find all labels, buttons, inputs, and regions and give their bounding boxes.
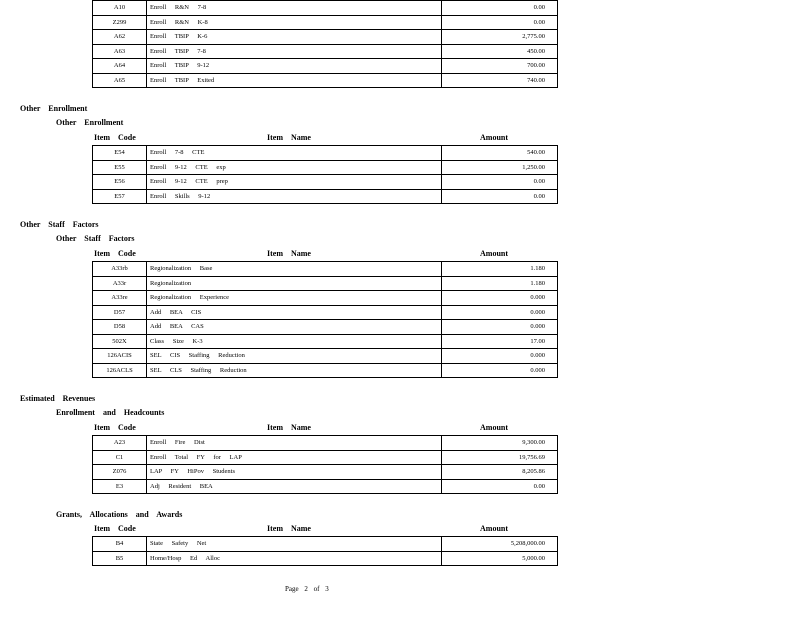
amount-cell: 5,208,000.00	[442, 537, 558, 552]
other-enrollment-table	[92, 145, 558, 204]
item-code-cell: A23	[93, 436, 147, 451]
item-code-cell: A33re	[93, 291, 147, 306]
column-header-amount: Amount	[480, 524, 509, 533]
table-row	[93, 436, 558, 451]
item-name-cell: State Safety Net	[147, 537, 442, 552]
item-name-cell: Enroll 7-8 CTE	[147, 146, 442, 161]
item-name-cell: Enroll R&N 7-8	[147, 1, 442, 16]
amount-cell: 2,775.00	[442, 30, 558, 45]
amount-cell: 19,756.69	[442, 450, 558, 465]
amount-cell: 17.00	[442, 334, 558, 349]
table-row	[93, 262, 558, 277]
table-row	[93, 15, 558, 30]
item-code-cell: 126ACIS	[93, 349, 147, 364]
item-name-cell: Enroll Skills 9-12	[147, 189, 442, 204]
table-row	[93, 363, 558, 378]
table-row	[93, 465, 558, 480]
column-header-item-name: Item Name	[267, 423, 311, 432]
amount-cell: 1.180	[442, 262, 558, 277]
section-title-other-enrollment: Other Enrollment	[20, 104, 88, 113]
item-name-cell: Regionalization	[147, 276, 442, 291]
subsection-title-other-staff-factors: Other Staff Factors	[56, 234, 135, 243]
item-name-cell: Home/Hosp Ed Alloc	[147, 551, 442, 566]
amount-cell: 540.00	[442, 146, 558, 161]
item-name-cell: Enroll TBIP 7-8	[147, 44, 442, 59]
table-row	[93, 479, 558, 494]
amount-cell: 700.00	[442, 59, 558, 74]
table-row	[93, 305, 558, 320]
table-row	[93, 30, 558, 45]
column-header-amount: Amount	[480, 423, 509, 432]
item-code-cell: A62	[93, 30, 147, 45]
section-title-other-staff-factors: Other Staff Factors	[20, 220, 99, 229]
table-row	[93, 175, 558, 190]
item-name-cell: Enroll Fire Dist	[147, 436, 442, 451]
item-code-cell: A65	[93, 73, 147, 88]
amount-cell: 1.180	[442, 276, 558, 291]
item-code-cell: E57	[93, 189, 147, 204]
grants-allocations-table	[92, 536, 558, 566]
column-header-item-name: Item Name	[267, 524, 311, 533]
subsection-title-enrollment-headcounts: Enrollment and Headcounts	[56, 408, 165, 417]
item-code-cell: B4	[93, 537, 147, 552]
enrollment-headcounts-table	[92, 435, 558, 494]
item-name-cell: Enroll TBIP Exited	[147, 73, 442, 88]
table-row	[93, 551, 558, 566]
amount-cell: 0.00	[442, 15, 558, 30]
amount-cell: 9,300.00	[442, 436, 558, 451]
subsection-title-other-enrollment: Other Enrollment	[56, 118, 124, 127]
item-code-cell: A63	[93, 44, 147, 59]
item-name-cell: Regionalization Experience	[147, 291, 442, 306]
amount-cell: 0.00	[442, 479, 558, 494]
table-row	[93, 160, 558, 175]
table-row	[93, 44, 558, 59]
table-row	[93, 450, 558, 465]
page-number: Page 2 of 3	[285, 585, 329, 593]
item-name-cell: Class Size K-3	[147, 334, 442, 349]
top-table	[92, 0, 558, 88]
item-name-cell: Add BEA CAS	[147, 320, 442, 335]
amount-cell: 0.00	[442, 175, 558, 190]
table-row	[93, 146, 558, 161]
column-header-item-code: Item Code	[94, 249, 136, 258]
amount-cell: 5,000.00	[442, 551, 558, 566]
amount-cell: 0.000	[442, 363, 558, 378]
amount-cell: 0.000	[442, 349, 558, 364]
item-name-cell: Enroll TBIP 9-12	[147, 59, 442, 74]
column-header-item-code: Item Code	[94, 423, 136, 432]
item-code-cell: E3	[93, 479, 147, 494]
table-row	[93, 334, 558, 349]
item-code-cell: A10	[93, 1, 147, 16]
column-header-amount: Amount	[480, 133, 509, 142]
table-row	[93, 1, 558, 16]
item-name-cell: Enroll 9-12 CTE prep	[147, 175, 442, 190]
item-name-cell: SEL CLS Staffing Reduction	[147, 363, 442, 378]
item-name-cell: Enroll R&N K-8	[147, 15, 442, 30]
amount-cell: 0.00	[442, 1, 558, 16]
table-row	[93, 349, 558, 364]
item-name-cell: Enroll Total FY for LAP	[147, 450, 442, 465]
item-name-cell: LAP FY HiPov Students	[147, 465, 442, 480]
table-row	[93, 537, 558, 552]
item-code-cell: E54	[93, 146, 147, 161]
item-code-cell: B5	[93, 551, 147, 566]
item-code-cell: A33rb	[93, 262, 147, 277]
item-code-cell: D57	[93, 305, 147, 320]
item-name-cell: SEL CIS Staffing Reduction	[147, 349, 442, 364]
column-header-item-name: Item Name	[267, 249, 311, 258]
item-name-cell: Add BEA CIS	[147, 305, 442, 320]
table-row	[93, 59, 558, 74]
amount-cell: 8,205.86	[442, 465, 558, 480]
item-name-cell: Adj Resident BEA	[147, 479, 442, 494]
item-code-cell: 126ACLS	[93, 363, 147, 378]
amount-cell: 1,250.00	[442, 160, 558, 175]
table-row	[93, 73, 558, 88]
column-header-amount: Amount	[480, 249, 509, 258]
item-code-cell: 502X	[93, 334, 147, 349]
amount-cell: 0.000	[442, 291, 558, 306]
table-row	[93, 320, 558, 335]
amount-cell: 450.00	[442, 44, 558, 59]
item-name-cell: Enroll TBIP K-6	[147, 30, 442, 45]
item-code-cell: E56	[93, 175, 147, 190]
item-code-cell: C1	[93, 450, 147, 465]
table-row	[93, 189, 558, 204]
item-name-cell: Enroll 9-12 CTE exp	[147, 160, 442, 175]
table-row	[93, 291, 558, 306]
amount-cell: 0.000	[442, 305, 558, 320]
amount-cell: 740.00	[442, 73, 558, 88]
item-code-cell: D58	[93, 320, 147, 335]
item-name-cell: Regionalization Base	[147, 262, 442, 277]
subsection-title-grants-allocations-awards: Grants, Allocations and Awards	[56, 510, 183, 519]
section-title-estimated-revenues: Estimated Revenues	[20, 394, 96, 403]
item-code-cell: A33r	[93, 276, 147, 291]
other-staff-factors-table	[92, 261, 558, 378]
amount-cell: 0.00	[442, 189, 558, 204]
amount-cell: 0.000	[442, 320, 558, 335]
column-header-item-code: Item Code	[94, 133, 136, 142]
item-code-cell: Z299	[93, 15, 147, 30]
table-row	[93, 276, 558, 291]
item-code-cell: E55	[93, 160, 147, 175]
item-code-cell: A64	[93, 59, 147, 74]
item-code-cell: Z076	[93, 465, 147, 480]
column-header-item-name: Item Name	[267, 133, 311, 142]
column-header-item-code: Item Code	[94, 524, 136, 533]
